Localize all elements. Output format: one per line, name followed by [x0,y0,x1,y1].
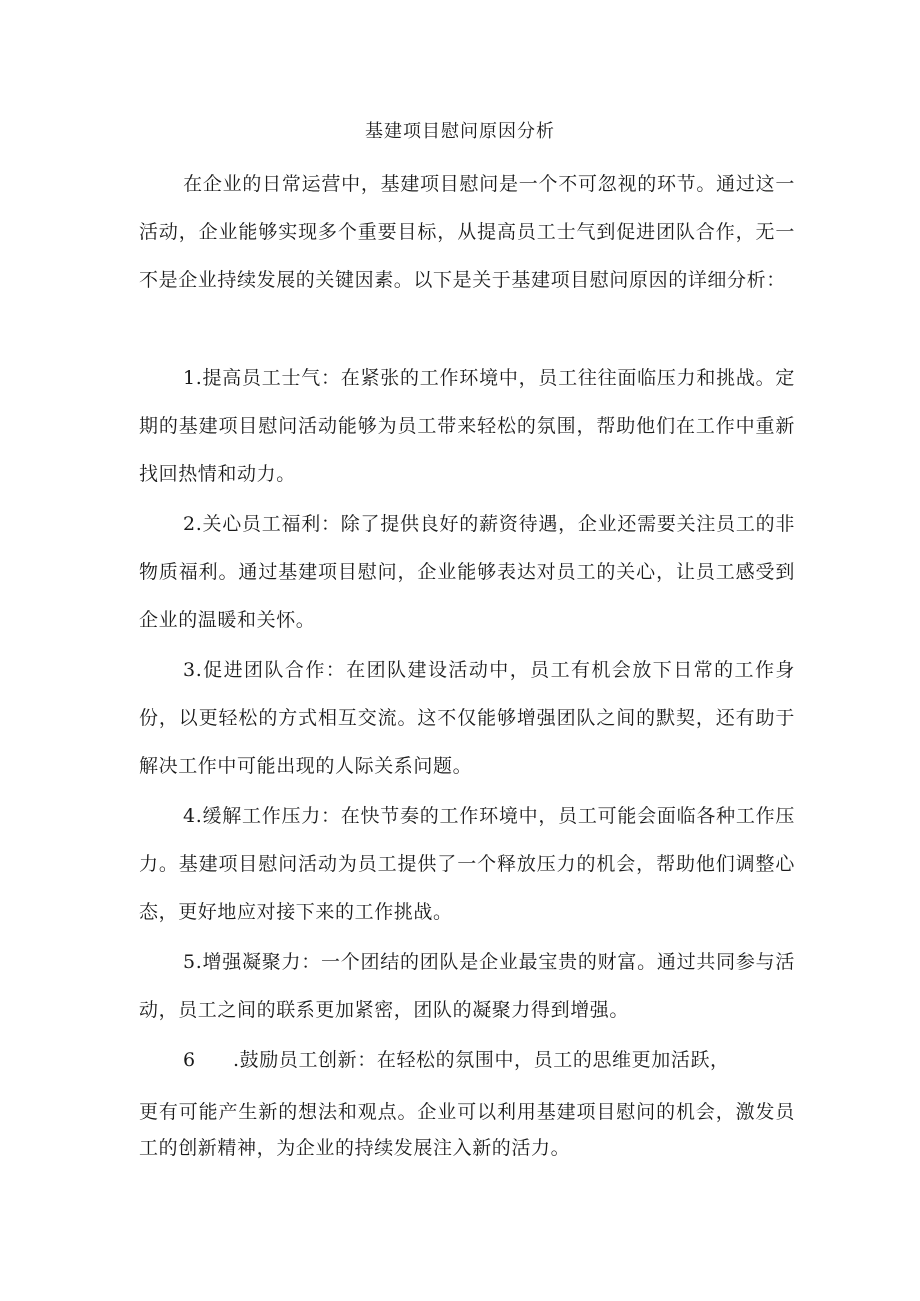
item-text: .关心员工福利：除了提供良好的薪资待遇，企业还需要关注员工的非物质福利。通过基建项目慰问，企业能够表达对员工的关心，让员工感受到企业的温暖和关怀。 [139,513,795,631]
list-item-4 [139,792,795,936]
intro-paragraph [139,160,795,304]
list-item-3 [139,646,795,790]
item-number: 1 [183,367,196,389]
item-number: 3 [183,659,196,681]
list-item-5 [139,938,795,1034]
list-item-6 [139,1036,795,1084]
item-text: .缓解工作压力：在快节奏的工作环境中，员工可能会面临各种工作压力。基建项目慰问活动为员工提供了一个释放压力的机会，帮助他们调整心态，更好地应对接下来的工作挑战。 [139,805,795,923]
list-item-1 [139,354,795,498]
intro-text: 在企业的日常运营中，基建项目慰问是一个不可忽视的环节。通过这一活动，企业能够实现多个重要目标，从提高员工士气到促进团队合作，无一不是企业持续发展的关键因素。以下是关于基建项目慰问原因的详细分析： [139,173,795,291]
item-text: .促进团队合作：在团队建设活动中，员工有机会放下日常的工作身份，以更轻松的方式相互交流。这不仅能够增强团队之间的默契，还有助于解决工作中可能出现的人际关系问题。 [139,659,795,777]
item-text: .增强凝聚力：一个团结的团队是企业最宝贵的财富。通过共同参与活动，员工之间的联系更加紧密，团队的凝聚力得到增强。 [139,951,795,1021]
item-number: 5 [183,951,196,973]
list-item-6-continuation [139,1094,795,1166]
item-number: 6 [183,1049,196,1071]
document-title: 基建项目慰问原因分析 [365,121,555,142]
list-item-2 [139,500,795,644]
item-text: .提高员工士气：在紧张的工作环境中，员工往往面临压力和挑战。定期的基建项目慰问活动能够为员工带来轻松的氛围，帮助他们在工作中重新找回热情和动力。 [139,367,795,485]
item-continuation-text: 更有可能产生新的想法和观点。企业可以利用基建项目慰问的机会，激发员工的创新精神，为企业的持续发展注入新的活力。 [139,1101,795,1159]
item-number: 2 [183,513,196,535]
item-text: .鼓励员工创新：在轻松的氛围中，员工的思维更加活跃， [233,1049,730,1071]
item-number: 4 [183,805,196,827]
